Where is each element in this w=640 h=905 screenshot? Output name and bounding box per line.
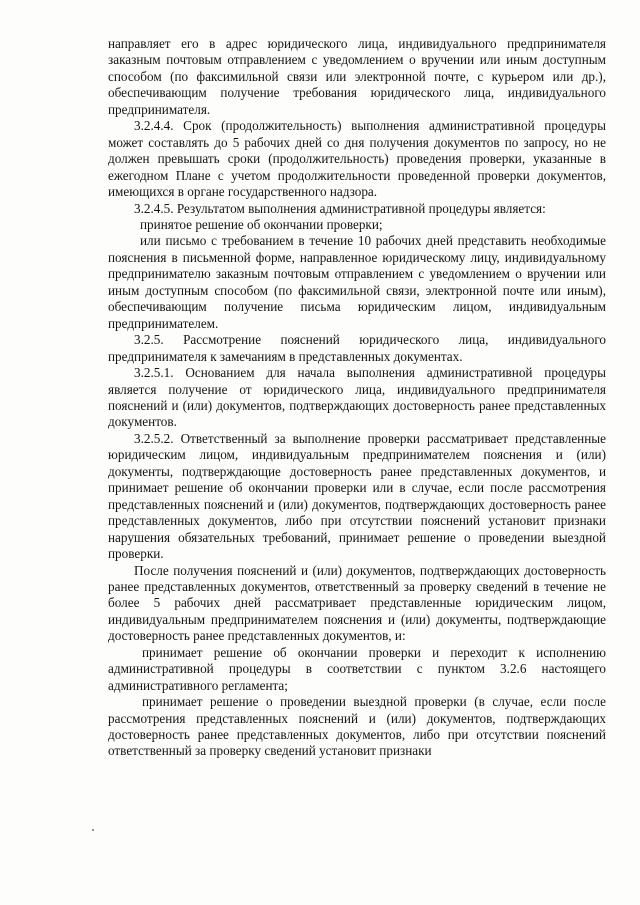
- paragraph-after-explanations: После получения пояснений и (или) документов, подтверждающих достоверность ранее представленных документов, ответственный за проверку сведений в течение не более 5 рабочих дней рассматривает представленные юридическим лицом, индивидуальным предпринимателем пояснения и (или) документы, подтверждающие достоверность ранее представленных документов, и:: [108, 562, 606, 644]
- scan-speck: [92, 829, 94, 831]
- result-item-letter: или письмо с требованием в течение 10 рабочих дней представить необходимые пояснения в письменной форме, направленное юридическому лицу, индивидуальному предпринимателю заказным почтовым отправлением с уведомлением о вручении или иным доступным способом (по факсимильной связи, электронной почте или иным), обеспечивающим получение письма юридическим лицом, индивидуальным предпринимателем.: [108, 233, 606, 331]
- list-item-end-inspection: принимает решение об окончании проверки и переходит к исполнению административной процедуры в соответствии с пунктом 3.2.6 настоящего административного регламента;: [108, 644, 606, 693]
- paragraph-3-2-4-5: 3.2.4.5. Результатом выполнения административной процедуры является:: [134, 200, 546, 216]
- document-body: [108, 36, 606, 760]
- paragraph-3-2-5-2: 3.2.5.2. Ответственный за выполнение проверки рассматривает представленные юридическим лицом, индивидуальным предпринимателем пояснения и (или) документы, подтверждающие достоверность ранее представленных документов, и принимает решение об окончании проверки или в случае, если после рассмотрения представленных пояснений и (или) документов, подтверждающих достоверность ранее представленных документов, либо при отсутствии пояснений установит признаки нарушения обязательных требований, принимает решение о проведении выездной проверки.: [108, 430, 606, 562]
- paragraph-3-2-4-4: 3.2.4.4. Срок (продолжительность) выполнения административной процедуры может составлять до 5 рабочих дней со дня получения документов по запросу, но не должен превышать сроки (продолжительность) проведения проверки, указанные в ежегодном Плане с учетом продолжительности проведенной проверки документов, имеющихся в органе государственного надзора.: [108, 118, 606, 200]
- list-item-onsite-inspection: принимает решение о проведении выездной проверки (в случае, если после рассмотрения представленных пояснений и (или) документов, подтверждающих достоверность ранее представленных документов, либо при отсутствии пояснений ответственный за проверку сведений установит признаки: [108, 694, 606, 759]
- paragraph-3-2-5: 3.2.5. Рассмотрение пояснений юридического лица, индивидуального предпринимателя к замечаниям в представленных документах.: [108, 332, 606, 364]
- paragraph-continuation: направляет его в адрес юридического лица, индивидуального предпринимателя заказным почтовым отправлением с уведомлением о вручении или иным доступным способом (по факсимильной связи или электронной почте, с курьером или др.), обеспечивающим получение требования юридического лица, индивидуального предпринимателя.: [108, 36, 606, 117]
- paragraph-3-2-5-1: 3.2.5.1. Основанием для начала выполнения административной процедуры является получение от юридического лица, индивидуального предпринимателя пояснений и (или) документов, подтверждающих достоверность ранее представленных документов.: [108, 365, 606, 430]
- result-item-decision: принятое решение об окончании проверки;: [140, 216, 383, 232]
